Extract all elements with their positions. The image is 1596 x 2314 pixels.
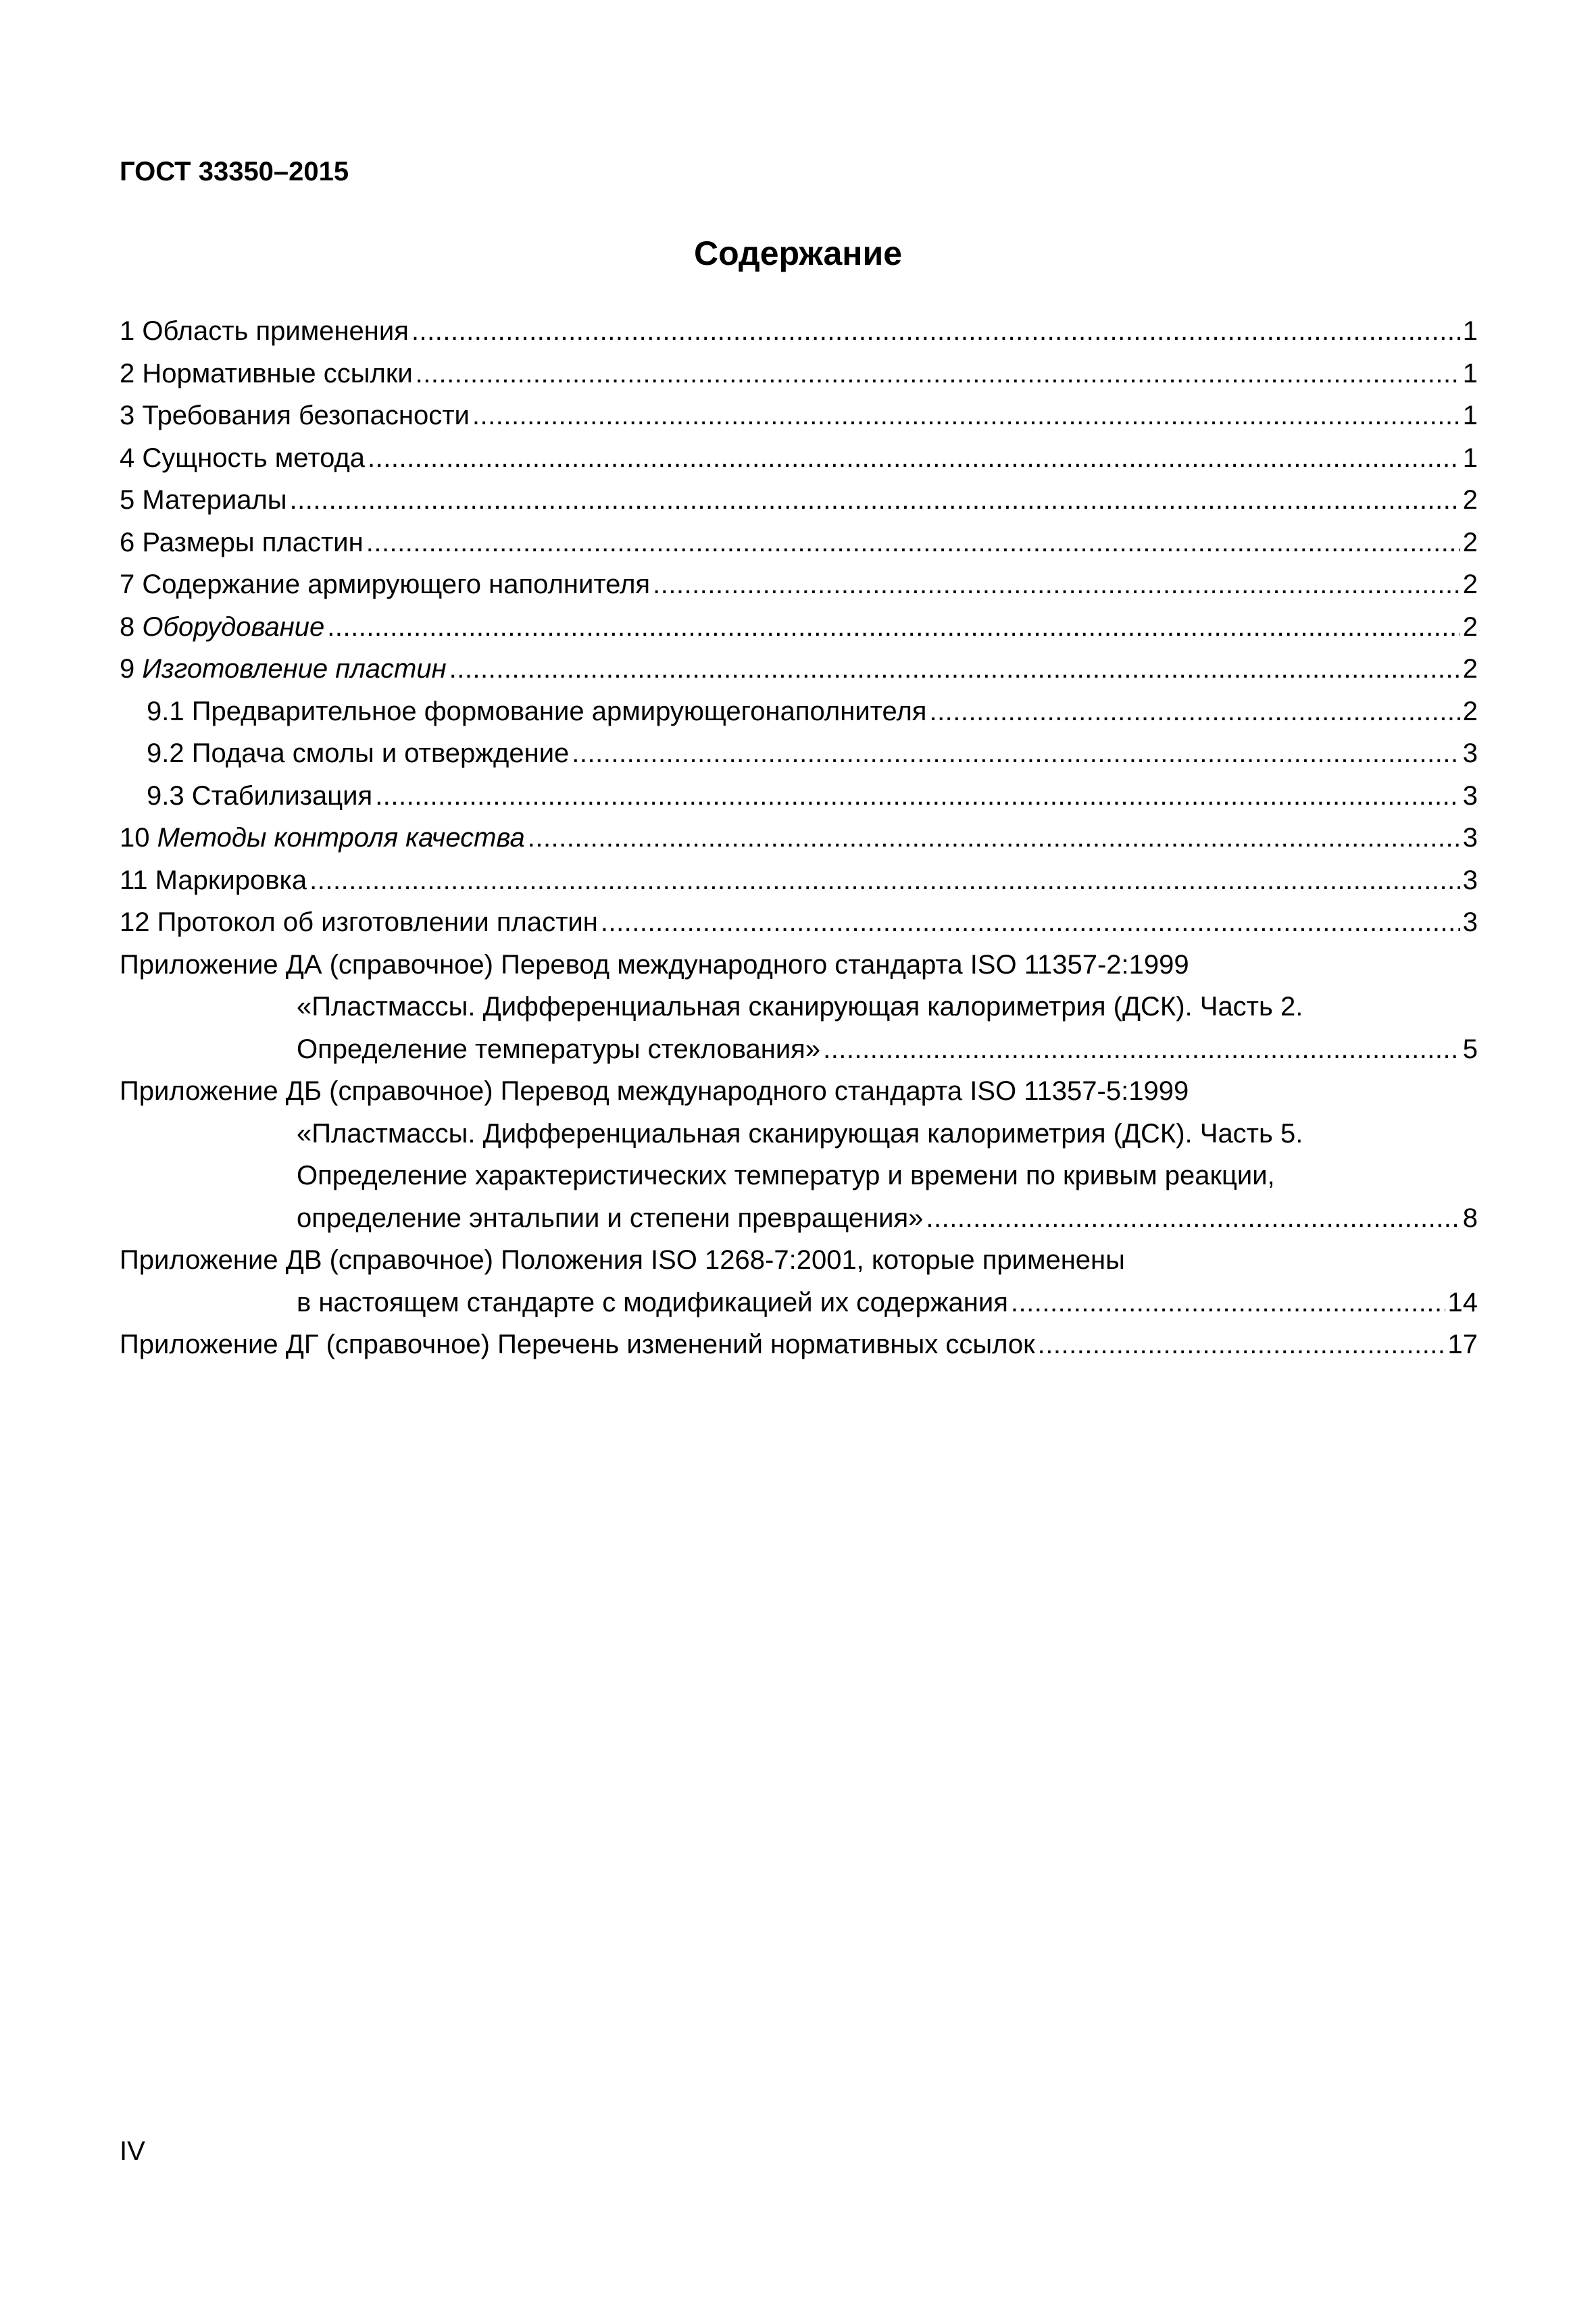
footer-page-number: IV bbox=[120, 2136, 145, 2166]
toc-page-number: 2 bbox=[1462, 654, 1478, 684]
appendix-text: Приложение ДГ (справочное) Перечень изменений нормативных ссылок bbox=[120, 1330, 1035, 1359]
toc-page-number: 2 bbox=[1462, 570, 1478, 599]
toc-entry-label: 2 Нормативные ссылки bbox=[120, 358, 413, 388]
dot-leader bbox=[290, 479, 1460, 522]
dot-leader bbox=[327, 606, 1460, 649]
appendix-db-line-4[interactable] bbox=[120, 1197, 1478, 1240]
toc-entry-2[interactable] bbox=[120, 353, 1478, 395]
toc-page-number: 3 bbox=[1462, 823, 1478, 853]
toc-page-number: 3 bbox=[1462, 907, 1478, 937]
toc-entry-4[interactable] bbox=[120, 437, 1478, 480]
dot-leader bbox=[1011, 1282, 1445, 1324]
toc-page-number: 3 bbox=[1462, 738, 1478, 768]
toc-entry-label: 7 Содержание армирующего наполнителя bbox=[120, 570, 651, 599]
appendix-text: «Пластмассы. Дифференциальная сканирующая калориметрия (ДСК). Часть 5. bbox=[297, 1118, 1303, 1149]
appendix-db-line-2[interactable] bbox=[120, 1113, 1478, 1155]
dot-leader bbox=[528, 817, 1460, 859]
toc-entry-9-2[interactable] bbox=[120, 732, 1478, 775]
appendix-da-line-1[interactable] bbox=[120, 944, 1478, 986]
toc-entry-7[interactable] bbox=[120, 563, 1478, 606]
dot-leader bbox=[412, 310, 1460, 353]
appendix-text: Приложение ДБ (справочное) Перевод международного стандарта ISO 11357-5:1999 bbox=[120, 1076, 1189, 1106]
document-code: ГОСТ 33350–2015 bbox=[120, 157, 349, 186]
appendix-text: определение энтальпии и степени превращения» bbox=[297, 1203, 924, 1233]
appendix-dg-line-1[interactable] bbox=[120, 1324, 1478, 1366]
appendix-dv-line-2[interactable] bbox=[120, 1282, 1478, 1324]
toc-entry-label: 9.3 Стабилизация bbox=[147, 780, 373, 811]
dot-leader bbox=[926, 1197, 1460, 1240]
appendix-dv-line-1[interactable] bbox=[120, 1239, 1478, 1282]
dot-leader bbox=[929, 690, 1460, 733]
dot-leader bbox=[601, 901, 1460, 944]
appendix-text: в настоящем стандарте с модификацией их содержания bbox=[297, 1287, 1008, 1317]
toc-page-number: 17 bbox=[1447, 1330, 1478, 1359]
toc-entry-3[interactable] bbox=[120, 395, 1478, 437]
page-title: Содержание bbox=[693, 234, 903, 272]
toc-entry-1[interactable] bbox=[120, 310, 1478, 353]
toc-entry-11[interactable] bbox=[120, 859, 1478, 902]
dot-leader bbox=[309, 859, 1460, 902]
dot-leader bbox=[823, 1028, 1460, 1071]
toc-page-number: 1 bbox=[1462, 358, 1478, 388]
dot-leader bbox=[449, 648, 1460, 690]
dot-leader bbox=[375, 775, 1460, 818]
toc-entry-label: 9.2 Подача смолы и отверждение bbox=[147, 738, 570, 768]
appendix-db-line-1[interactable] bbox=[120, 1070, 1478, 1113]
table-of-contents bbox=[120, 310, 1478, 1366]
appendix-text: Определение температуры стеклования» bbox=[297, 1034, 821, 1064]
dot-leader bbox=[366, 522, 1460, 564]
appendix-text: Приложение ДА (справочное) Перевод международного стандарта ISO 11357-2:1999 bbox=[120, 949, 1189, 980]
toc-page-number: 1 bbox=[1462, 443, 1478, 473]
toc-entry-8[interactable] bbox=[120, 606, 1478, 649]
toc-entry-label: 1 Область применения bbox=[120, 316, 409, 346]
toc-entry-label: 11 Маркировка bbox=[120, 865, 307, 895]
toc-page-number: 2 bbox=[1462, 696, 1478, 726]
toc-page-number: 3 bbox=[1462, 865, 1478, 895]
toc-entry-label: 12 Протокол об изготовлении пластин bbox=[120, 907, 598, 937]
toc-entry-label: 8 Оборудование bbox=[120, 611, 325, 642]
toc-entry-label: 10 Методы контроля качества bbox=[120, 823, 525, 853]
toc-entry-label: 9.1 Предварительное формование армирующегонаполнителя bbox=[147, 696, 927, 726]
dot-leader bbox=[572, 732, 1460, 775]
toc-entry-label: 3 Требования безопасности bbox=[120, 401, 470, 430]
dot-leader bbox=[1038, 1324, 1445, 1366]
toc-page-number: 5 bbox=[1462, 1034, 1478, 1064]
toc-page-number: 14 bbox=[1447, 1287, 1478, 1317]
toc-entry-10[interactable] bbox=[120, 817, 1478, 859]
toc-page-number: 8 bbox=[1462, 1203, 1478, 1233]
toc-page-number: 2 bbox=[1462, 527, 1478, 557]
appendix-da-line-2[interactable] bbox=[120, 986, 1478, 1028]
toc-entry-9-3[interactable] bbox=[120, 775, 1478, 818]
appendix-text: Определение характеристических температур и времени по кривым реакции, bbox=[297, 1161, 1275, 1190]
dot-leader bbox=[416, 353, 1460, 395]
dot-leader bbox=[653, 563, 1460, 606]
toc-entry-9-1[interactable] bbox=[120, 690, 1478, 733]
dot-leader bbox=[472, 395, 1460, 437]
toc-entry-label: 9 Изготовление пластин bbox=[120, 654, 447, 684]
appendix-db-line-3[interactable] bbox=[120, 1155, 1478, 1197]
toc-page-number: 3 bbox=[1462, 780, 1478, 811]
toc-entry-label: 4 Сущность метода bbox=[120, 443, 366, 473]
appendix-da-line-3[interactable] bbox=[120, 1028, 1478, 1071]
toc-entry-6[interactable] bbox=[120, 522, 1478, 564]
toc-page-number: 1 bbox=[1462, 316, 1478, 346]
toc-page-number: 1 bbox=[1462, 401, 1478, 430]
appendix-text: «Пластмассы. Дифференциальная сканирующая калориметрия (ДСК). Часть 2. bbox=[297, 992, 1303, 1022]
toc-entry-label: 5 Материалы bbox=[120, 485, 287, 515]
appendix-text: Приложение ДВ (справочное) Положения ISO 1268-7:2001, которые применены bbox=[120, 1245, 1125, 1275]
toc-page-number: 2 bbox=[1462, 611, 1478, 642]
toc-entry-9[interactable] bbox=[120, 648, 1478, 690]
toc-page-number: 2 bbox=[1462, 485, 1478, 515]
toc-entry-5[interactable] bbox=[120, 479, 1478, 522]
toc-entry-12[interactable] bbox=[120, 901, 1478, 944]
dot-leader bbox=[368, 437, 1460, 480]
toc-entry-label: 6 Размеры пластин bbox=[120, 527, 364, 557]
